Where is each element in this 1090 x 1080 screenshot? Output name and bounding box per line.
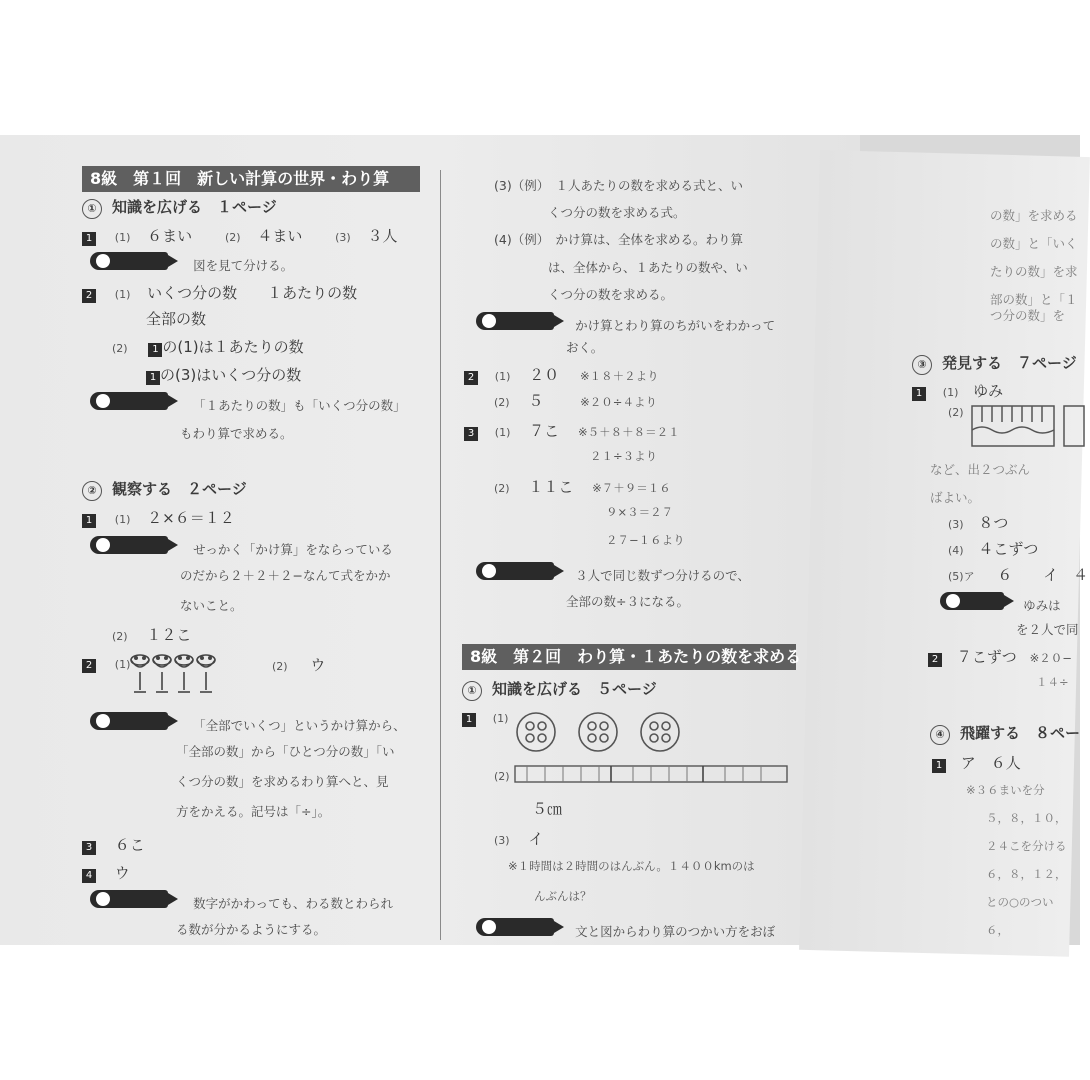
point-tag-icon (476, 918, 554, 936)
button-icon (517, 713, 555, 751)
item-number: (1) (942, 386, 959, 399)
answer: ４まい (257, 227, 303, 245)
answer-line: 全部の数 (146, 310, 207, 328)
answer-text: くつ分の数を求める。 (548, 287, 674, 302)
note-text: のだから２＋２＋２−なんて式をかか (180, 568, 391, 583)
question-number-box: 2 (82, 659, 96, 673)
answer: ２×６＝１２ (147, 509, 235, 527)
section-1-title (82, 196, 277, 219)
note-text: おく。 (566, 340, 604, 355)
explanation: ６，８，１２， (986, 867, 1067, 881)
question-number-box: 2 (928, 653, 942, 667)
explanation: ※１時間は２時間のはんぶん。１４００kmのは (508, 859, 755, 873)
item-number: (2) (112, 630, 128, 643)
answer: ６まい (147, 227, 193, 245)
question-5 (82, 834, 145, 855)
point-note-6 (476, 312, 775, 334)
answer: イ ４ (1043, 566, 1089, 584)
explanation: ２１÷３より (590, 449, 658, 463)
section-title-text: 知識を広げる ５ページ (492, 680, 657, 698)
point-note-5 (90, 890, 393, 912)
item-number: (3) (335, 231, 351, 244)
question-r1-part-5 (948, 564, 1088, 585)
note-text: せっかく「かけ算」をならっている (193, 542, 393, 557)
answer: ８つ (978, 514, 1009, 532)
answer: ウ (114, 864, 130, 882)
item-number: (1) (492, 712, 509, 725)
explanation: ※１８＋２より (579, 369, 659, 383)
question-r2 (928, 646, 1072, 667)
question-3 (82, 507, 235, 528)
explanation: ５，８，１０， (986, 811, 1067, 825)
item-number: (2) (948, 406, 964, 419)
point-tag-icon (90, 712, 168, 730)
answer: ゆみ (973, 382, 1004, 400)
note-text: くつ分の数」を求めるわり算へと、見 (176, 774, 389, 789)
note-text: ３人で同じ数ずつ分けるので、 (575, 568, 750, 583)
answer: の(1)は１あたりの数 (162, 338, 304, 356)
explanation: ※２０÷４より (580, 395, 657, 409)
right-text: つ分の数」を (990, 308, 1066, 323)
section-title-text: 発見する ７ページ (942, 354, 1077, 372)
question-1 (82, 225, 398, 246)
answer: ７こ (529, 422, 560, 440)
answer: ア ６人 (960, 754, 1021, 772)
note-text: る数が分かるようにする。 (176, 922, 327, 937)
point-note-7 (476, 562, 750, 584)
question-4 (82, 654, 130, 673)
answer-text: (3)（例） １人あたりの数を求める式と、い (494, 178, 743, 193)
note-text: もわり算で求める。 (180, 426, 293, 441)
point-note-2 (90, 392, 406, 414)
item-number: (1) (494, 370, 511, 383)
explanation: ※５＋８＋８＝２１ (577, 425, 680, 439)
point-note-3 (90, 536, 393, 558)
right-text: ばよい。 (930, 490, 981, 505)
section-title-text: 知識を広げる １ページ (112, 198, 277, 216)
explanation: ２７−１６より (606, 533, 685, 547)
note-text: 数字がかわっても、わる数とわられ (193, 896, 393, 911)
right-text: 部の数」と「１ (990, 292, 1078, 307)
note-text: 「１あたりの数」も「いくつ分の数」 (193, 398, 406, 413)
question-number-box: 1 (82, 232, 96, 246)
answer: ６ (997, 566, 1013, 584)
section-number: ③ (912, 355, 932, 375)
explanation: ２４こを分ける (986, 839, 1067, 853)
note-text: かけ算とわり算のちがいをわかって (575, 318, 776, 333)
explanation: との○のつい (986, 895, 1054, 909)
item-number: (1) (114, 288, 131, 301)
item-number: (3) (948, 518, 964, 531)
answer: いくつ分の数 １あたりの数 (147, 284, 358, 302)
note-text: ゆみは (1023, 598, 1061, 613)
note-text: 方をかえる。記号は「÷」。 (176, 804, 331, 819)
answer-text: は、全体から、１あたりの数や、い (548, 260, 748, 275)
section-r4-title (930, 722, 1080, 745)
answer: １１こ (528, 478, 574, 496)
item-number: (5)ア (948, 570, 975, 583)
question-number-box: 1 (932, 759, 946, 773)
item-number: (2) (494, 396, 510, 409)
ref-box: 1 (148, 343, 162, 357)
section-number: ① (462, 681, 482, 701)
question-3-part-2 (112, 624, 191, 645)
section-title-text: 観察する ２ページ (112, 480, 247, 498)
question-m3 (464, 420, 680, 441)
section-number: ④ (930, 725, 950, 745)
question-r1-part-4 (948, 538, 1038, 559)
question-m2 (464, 364, 659, 385)
item-number: (2) (112, 342, 128, 355)
item-number: (2) (494, 482, 510, 495)
buttons-illustration-icon (514, 708, 674, 760)
question-m2-part-2 (494, 390, 657, 411)
answer-text: (4)（例） かけ算は、全体を求める。わり算 (494, 232, 743, 247)
section-number: ② (82, 481, 102, 501)
glass-icon (131, 655, 149, 692)
explanation: ６， (986, 923, 1009, 937)
question-2-part-2 (112, 336, 304, 357)
right-text: の数」を求める (990, 208, 1078, 223)
explanation: ※３６まいを分 (966, 783, 1045, 797)
right-text: など、出２つぶん (930, 462, 1031, 477)
length-label: ５㎝ (532, 800, 563, 818)
item-number: (1) (114, 513, 131, 526)
item-number: (1) (114, 658, 131, 671)
answer: ３人 (367, 227, 398, 245)
answer: ２０ (529, 366, 560, 384)
question-m4-part-3 (494, 828, 543, 849)
point-tag-icon (90, 392, 168, 410)
answer: ６こ (114, 836, 145, 854)
lesson-header: 8級 第１回 新しい計算の世界・わり算 (82, 166, 420, 192)
item-number: (2) (272, 660, 288, 673)
explanation: ※７＋９＝１６ (592, 481, 671, 495)
point-note-r1 (940, 592, 1061, 614)
section-number: ① (82, 199, 102, 219)
answer: ７こずつ (956, 648, 1017, 666)
item-number: (4) (948, 544, 964, 557)
answer: イ (528, 830, 544, 848)
answer: の(3)はいくつ分の数 (160, 366, 302, 384)
explanation: んぶんは？ (534, 889, 592, 903)
point-tag-icon (90, 890, 168, 908)
section-2-title (82, 478, 247, 501)
question-r1-part-3 (948, 512, 1008, 533)
item-number: (2) (494, 770, 510, 783)
point-note-1 (90, 252, 293, 274)
question-2-part-2b (146, 364, 301, 385)
question-number-box: 4 (82, 869, 96, 883)
ref-box: 1 (146, 371, 160, 385)
item-number: (1) (494, 426, 511, 439)
tape-diagram-icon (514, 764, 790, 786)
section-r3-title (912, 352, 1077, 375)
note-text: 「全部でいくつ」というかけ算から、 (193, 718, 406, 733)
point-note-4 (90, 712, 406, 734)
question-m4 (462, 708, 508, 727)
right-text: たりの数」を求 (990, 264, 1078, 279)
point-tag-icon (476, 312, 554, 330)
point-note-8 (476, 918, 775, 940)
item-number: (1) (114, 231, 131, 244)
question-r3 (932, 752, 1021, 773)
column-divider (440, 170, 441, 940)
point-tag-icon (476, 562, 554, 580)
question-2 (82, 282, 357, 303)
question-number-box: 1 (462, 713, 476, 727)
right-text: の数」と「いく (990, 236, 1078, 251)
explanation: １４÷ (1036, 675, 1069, 689)
explanation: ９×３＝２７ (606, 505, 674, 519)
answer: １２こ (146, 626, 192, 644)
note-text: 全部の数÷３になる。 (566, 594, 689, 609)
question-number-box: 1 (82, 514, 96, 528)
question-number-box: 2 (464, 371, 478, 385)
question-6 (82, 862, 130, 883)
question-number-box: 3 (464, 427, 478, 441)
answer-text: くつ分の数を求める式。 (548, 205, 686, 220)
answer: ウ (310, 656, 326, 674)
lesson-header-2: 8級 第２回 わり算・１あたりの数を求める (462, 644, 796, 670)
point-tag-icon (940, 592, 1004, 610)
answer: ５ (528, 392, 544, 410)
note-text: 図を見て分ける。 (193, 258, 294, 273)
note-text: 「全部の数」から「ひとつ分の数」「い (176, 744, 395, 759)
question-number-box: 2 (82, 289, 96, 303)
section-title-text: 飛躍する ８ペー (960, 724, 1081, 742)
question-number-box: 1 (912, 387, 926, 401)
item-number: (2) (224, 231, 241, 244)
explanation: ※２０− (1029, 651, 1072, 665)
question-r1 (912, 380, 1003, 401)
item-number: (3) (494, 834, 510, 847)
cake-illustration-icon (968, 404, 1080, 450)
note-text: 文と図からわり算のつかい方をおぼ (575, 924, 776, 939)
section-m1-title (462, 678, 657, 701)
answer: ４こずつ (978, 540, 1039, 558)
question-m3-part-2 (494, 476, 671, 497)
point-tag-icon (90, 536, 168, 554)
question-number-box: 3 (82, 841, 96, 855)
note-text: ないこと。 (180, 598, 243, 613)
point-tag-icon (90, 252, 168, 270)
glasses-illustration-icon (126, 652, 222, 698)
question-4-part-2 (272, 654, 325, 675)
note-text: を２人で同 (1016, 622, 1079, 637)
